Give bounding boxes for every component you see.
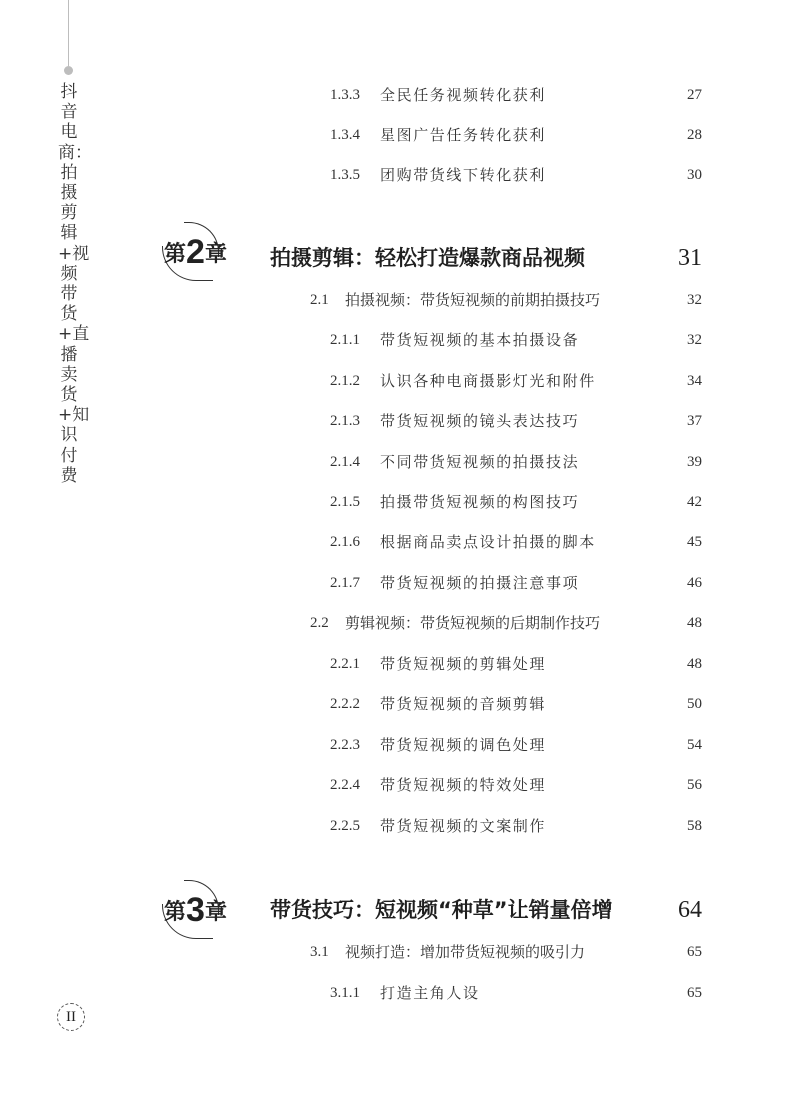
entry-number: 1.3.3 bbox=[330, 87, 360, 103]
entry-title: 认识各种电商摄影灯光和附件 bbox=[380, 372, 596, 390]
spine-dot bbox=[64, 66, 73, 75]
entry-title: 带货短视频的文案制作 bbox=[380, 817, 547, 835]
entry-page: 37 bbox=[687, 413, 702, 429]
entry-title: 带货短视频的基本拍摄设备 bbox=[380, 331, 580, 349]
entry-page: 27 bbox=[687, 87, 702, 103]
toc-section-3-1[interactable] bbox=[310, 940, 702, 964]
section-page: 48 bbox=[687, 615, 702, 631]
entry-number: 2.1.6 bbox=[330, 534, 360, 550]
page-number-badge: II bbox=[57, 1003, 85, 1031]
entry-number: 2.1.3 bbox=[330, 413, 360, 429]
section-number: 3.1 bbox=[310, 944, 329, 960]
entry-number: 1.3.4 bbox=[330, 127, 360, 143]
entry-title: 带货短视频的特效处理 bbox=[380, 776, 547, 794]
entry-number: 2.2.5 bbox=[330, 818, 360, 834]
toc-entry-2-2-1[interactable] bbox=[330, 652, 702, 676]
entry-title: 带货短视频的剪辑处理 bbox=[380, 655, 547, 673]
entry-page: 48 bbox=[687, 656, 702, 672]
toc-chapter-2[interactable] bbox=[270, 238, 702, 278]
entry-number: 2.1.5 bbox=[330, 494, 360, 510]
entry-title: 打造主角人设 bbox=[380, 984, 480, 1002]
toc-entry-2-2-4[interactable] bbox=[330, 773, 702, 797]
entry-title: 带货短视频的拍摄注意事项 bbox=[380, 574, 580, 592]
chapter-2-badge bbox=[158, 222, 238, 282]
toc-entry-2-1-1[interactable] bbox=[330, 328, 702, 352]
entry-number: 2.2.1 bbox=[330, 656, 360, 672]
entry-number: 1.3.5 bbox=[330, 167, 360, 183]
entry-title: 团购带货线下转化获利 bbox=[380, 166, 547, 184]
entry-title: 根据商品卖点设计拍摄的脚本 bbox=[380, 533, 596, 551]
toc-entry-2-2-3[interactable] bbox=[330, 733, 702, 757]
entry-page: 42 bbox=[687, 494, 702, 510]
chapter-title: 带货技巧：短视频“种草”让销量倍增 bbox=[270, 898, 613, 922]
entry-page: 34 bbox=[687, 373, 702, 389]
section-page: 32 bbox=[687, 292, 702, 308]
entry-page: 32 bbox=[687, 332, 702, 348]
entry-page: 28 bbox=[687, 127, 702, 143]
chapter-label bbox=[164, 890, 227, 933]
entry-page: 39 bbox=[687, 454, 702, 470]
section-page: 65 bbox=[687, 944, 702, 960]
entry-title: 不同带货短视频的拍摄技法 bbox=[380, 453, 580, 471]
toc-entry-1-3-5[interactable] bbox=[330, 163, 702, 187]
entry-number: 2.2.2 bbox=[330, 696, 360, 712]
chapter-suffix: 章 bbox=[204, 900, 227, 925]
toc-entry-1-3-3[interactable] bbox=[330, 83, 702, 107]
chapter-title: 拍摄剪辑：轻松打造爆款商品视频 bbox=[270, 246, 585, 270]
entry-page: 50 bbox=[687, 696, 702, 712]
toc-entry-2-2-2[interactable] bbox=[330, 692, 702, 716]
chapter-prefix: 第 bbox=[164, 900, 187, 925]
entry-title: 带货短视频的音频剪辑 bbox=[380, 695, 547, 713]
entry-number: 2.1.7 bbox=[330, 575, 360, 591]
entry-title: 拍摄带货短视频的构图技巧 bbox=[380, 493, 580, 511]
toc-entry-1-3-4[interactable] bbox=[330, 123, 702, 147]
entry-page: 56 bbox=[687, 777, 702, 793]
toc-entry-2-1-4[interactable] bbox=[330, 450, 702, 474]
entry-page: 58 bbox=[687, 818, 702, 834]
entry-number: 2.1.2 bbox=[330, 373, 360, 389]
chapter-page: 31 bbox=[678, 245, 702, 271]
toc-section-2-2[interactable] bbox=[310, 611, 702, 635]
spine-book-title: 抖音电商：拍摄剪辑+视频带货+直播卖货+知识付费 bbox=[58, 82, 92, 486]
toc-entry-2-1-5[interactable] bbox=[330, 490, 702, 514]
entry-number: 2.2.4 bbox=[330, 777, 360, 793]
toc-entry-2-1-3[interactable] bbox=[330, 409, 702, 433]
entry-title: 全民任务视频转化获利 bbox=[380, 86, 547, 104]
section-title: 剪辑视频：带货短视频的后期制作技巧 bbox=[345, 614, 601, 632]
entry-page: 65 bbox=[687, 985, 702, 1001]
chapter-label bbox=[164, 232, 227, 275]
chapter-prefix: 第 bbox=[164, 242, 187, 267]
entry-number: 2.1.4 bbox=[330, 454, 360, 470]
chapter-number: 3 bbox=[186, 891, 205, 929]
toc-entry-2-1-6[interactable] bbox=[330, 530, 702, 554]
entry-page: 45 bbox=[687, 534, 702, 550]
toc-entry-2-1-7[interactable] bbox=[330, 571, 702, 595]
spine-line bbox=[68, 0, 69, 66]
entry-page: 54 bbox=[687, 737, 702, 753]
section-title: 拍摄视频：带货短视频的前期拍摄技巧 bbox=[345, 291, 601, 309]
toc-section-2-1[interactable] bbox=[310, 288, 702, 312]
chapter-number: 2 bbox=[186, 233, 205, 271]
chapter-suffix: 章 bbox=[204, 242, 227, 267]
toc-chapter-3[interactable] bbox=[270, 890, 702, 930]
toc-entry-2-2-5[interactable] bbox=[330, 814, 702, 838]
section-number: 2.1 bbox=[310, 292, 329, 308]
entry-title: 带货短视频的镜头表达技巧 bbox=[380, 412, 580, 430]
entry-number: 2.2.3 bbox=[330, 737, 360, 753]
entry-page: 46 bbox=[687, 575, 702, 591]
toc-entry-3-1-1[interactable] bbox=[330, 981, 702, 1005]
chapter-3-badge bbox=[158, 880, 238, 940]
entry-page: 30 bbox=[687, 167, 702, 183]
entry-number: 2.1.1 bbox=[330, 332, 360, 348]
entry-title: 带货短视频的调色处理 bbox=[380, 736, 547, 754]
chapter-page: 64 bbox=[678, 897, 702, 923]
entry-number: 3.1.1 bbox=[330, 985, 360, 1001]
section-number: 2.2 bbox=[310, 615, 329, 631]
entry-title: 星图广告任务转化获利 bbox=[380, 126, 547, 144]
toc-entry-2-1-2[interactable] bbox=[330, 369, 702, 393]
section-title: 视频打造：增加带货短视频的吸引力 bbox=[345, 943, 586, 961]
